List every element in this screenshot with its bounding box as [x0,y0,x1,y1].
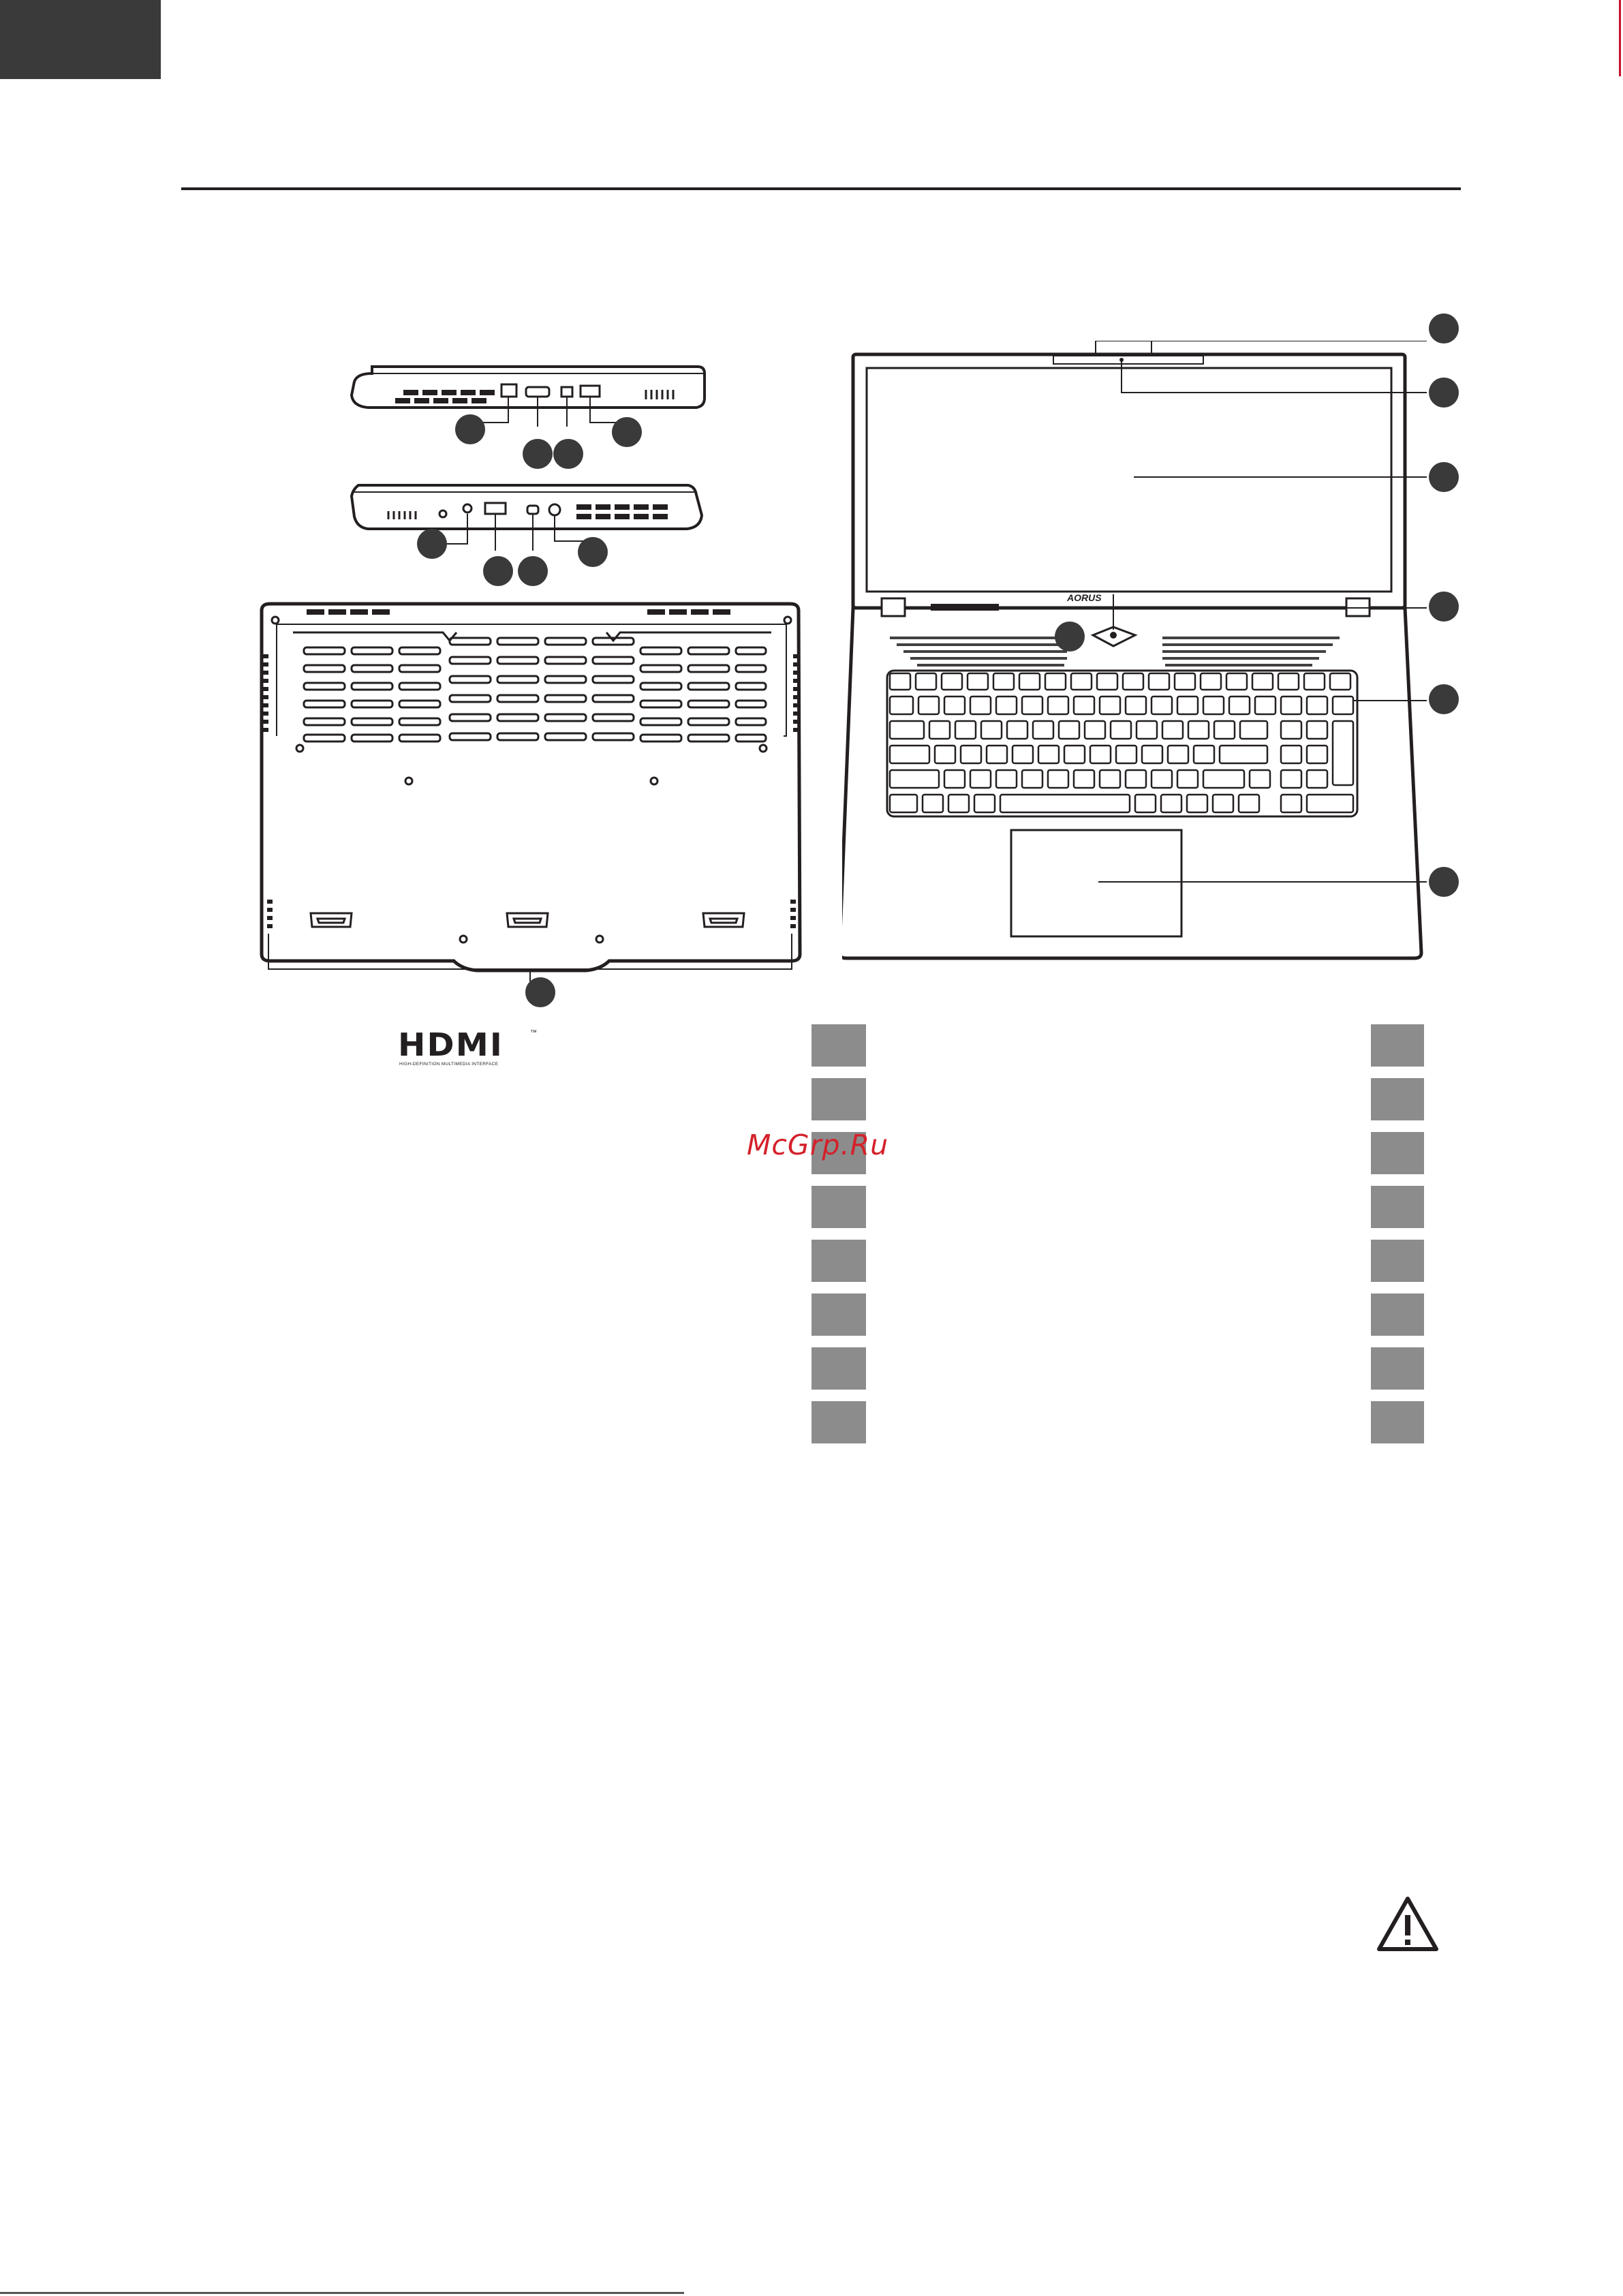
legend-number-box [1371,1078,1424,1120]
hdmi-wordmark: HDMI [398,1026,504,1063]
watermark-text: McGrp.Ru [747,1129,889,1161]
legend-number-box [1371,1024,1424,1067]
legend-number-box [812,1024,866,1067]
callout-marker [1429,592,1459,622]
hdmi-tagline: HIGH-DEFINITION MULTIMEDIA INTERFACE [399,1062,499,1067]
legend-number-box [812,1240,866,1282]
legend-number-box [1371,1401,1424,1443]
legend-number-box [1371,1132,1424,1174]
callout-marker [483,556,513,586]
right-side-view-illustration [341,477,722,552]
legend-number-box [812,1078,866,1120]
callout-marker [1429,867,1459,897]
footer-rule [0,2292,684,2294]
callout-marker [578,537,608,567]
callout-marker [523,439,553,469]
callout-marker [417,529,447,559]
callout-marker [455,414,485,444]
warning-triangle-icon [1376,1895,1439,1952]
legend-number-box [1371,1294,1424,1336]
hdmi-logo [398,1026,538,1071]
legend-number-box [1371,1347,1424,1390]
callout-marker [1429,684,1459,714]
legend-number-box [1371,1186,1424,1228]
legend-number-box [812,1294,866,1336]
callout-marker [525,977,555,1007]
page-corner-tab [0,0,161,79]
legend-number-box [812,1401,866,1443]
laptop-logo: AORUS [1067,592,1102,603]
callout-marker [518,556,548,586]
bottom-view-illustration [252,600,811,981]
legend-number-box [812,1186,866,1228]
hdmi-trademark: ™ [530,1029,537,1037]
callout-marker [1429,462,1459,492]
header-rule [181,187,1461,190]
front-open-view-illustration [842,341,1483,968]
page-edge-mark [1619,0,1621,76]
callout-marker [553,439,583,469]
callout-marker [1429,313,1459,343]
legend-number-box [812,1347,866,1390]
legend-number-box [1371,1240,1424,1282]
left-side-view-illustration [341,354,722,429]
callout-marker [1429,378,1459,408]
callout-marker [612,417,642,447]
